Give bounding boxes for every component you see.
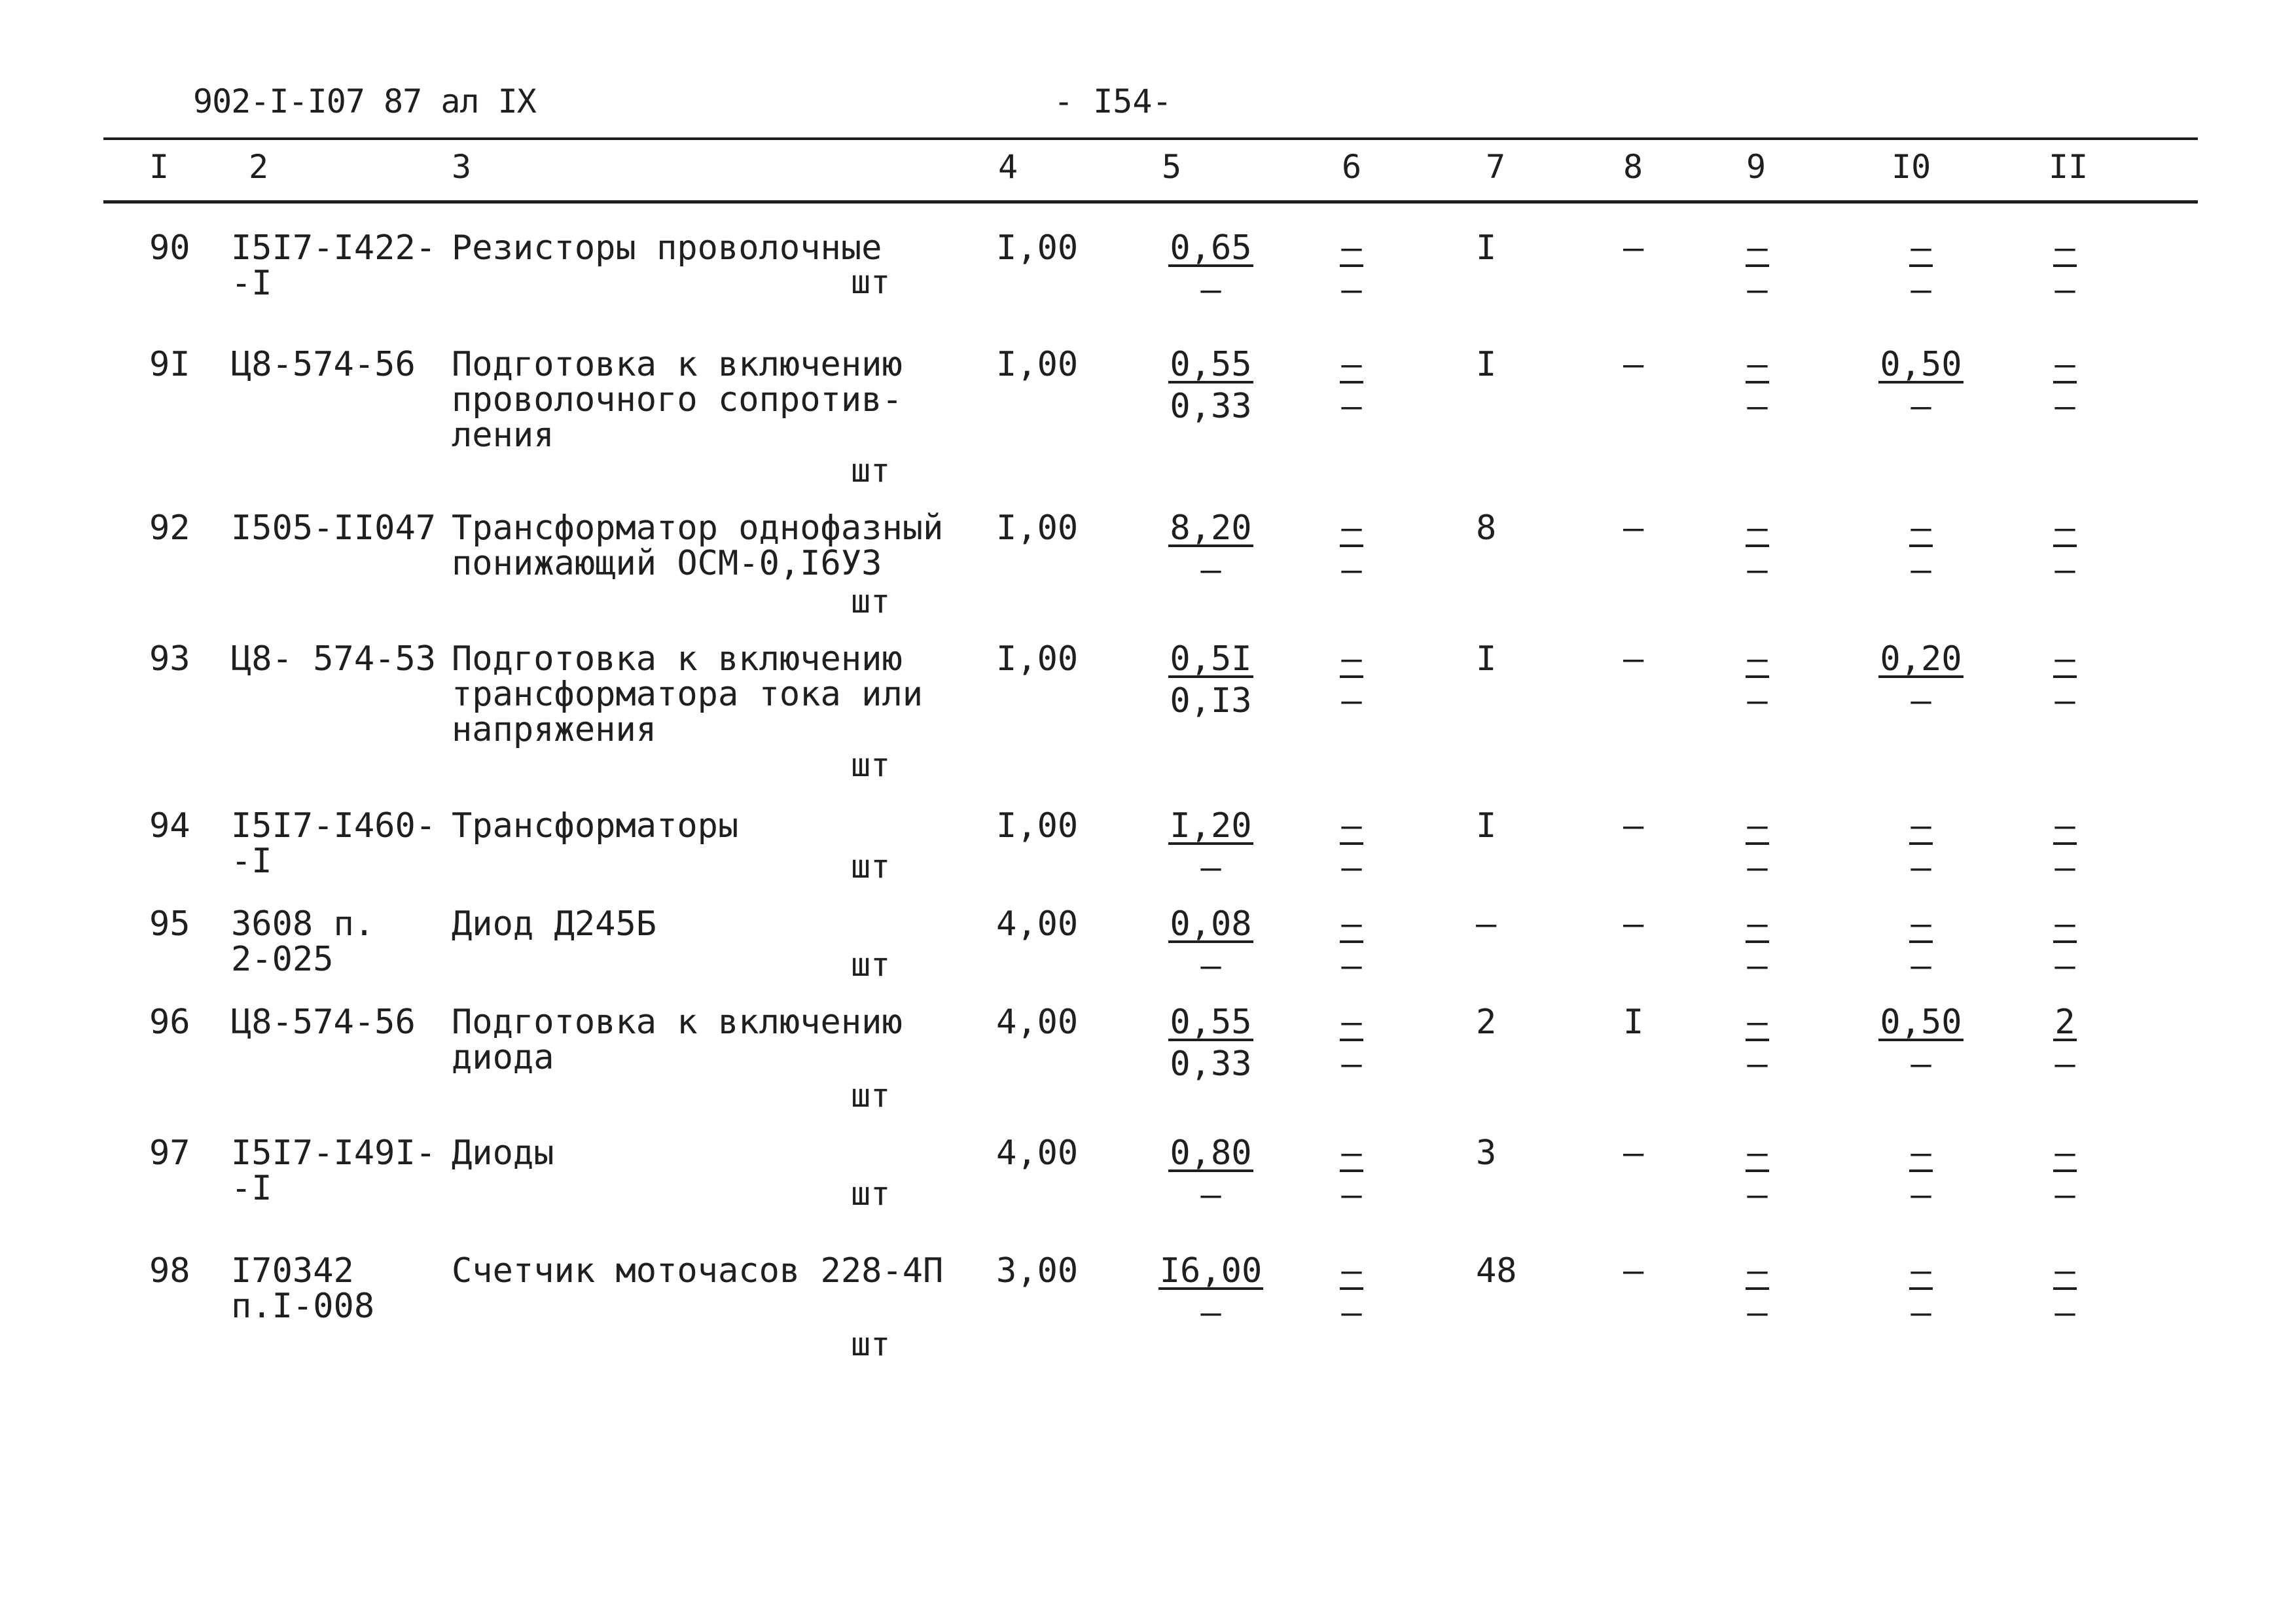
fraction-cell-c10 [1869, 510, 1973, 588]
column-number: I [149, 148, 170, 186]
fraction-cell-c9 [1718, 510, 1797, 588]
fraction-cell-c5 [1149, 1005, 1273, 1082]
work-name [452, 1253, 943, 1289]
fraction-upper: – [1910, 1133, 1931, 1173]
fraction-cell-c11 [2026, 347, 2104, 424]
fraction-upper: – [2054, 1251, 2075, 1291]
fraction-upper: – [1910, 1251, 1931, 1291]
work-name-line: напряжения [452, 710, 657, 749]
row-number: 92 [149, 508, 190, 548]
table-header-rule [103, 200, 2198, 204]
unit-label: шт [851, 1077, 891, 1115]
quantity: 4,00 [996, 1003, 1079, 1042]
unit-label: шт [851, 263, 891, 301]
column-number: 8 [1623, 148, 1643, 186]
fraction-lower: – [1747, 946, 1768, 986]
fraction-upper: 8,20 [1170, 508, 1252, 548]
fraction-lower: – [1747, 270, 1768, 310]
work-name [452, 1005, 903, 1075]
table-top-rule [103, 137, 2198, 140]
price-code-line: -I [231, 842, 272, 881]
fraction-cell-c11 [2026, 510, 2104, 588]
fraction-lower: – [1200, 270, 1221, 310]
column-7-value: I [1476, 345, 1497, 384]
fraction-cell-c5 [1149, 1135, 1273, 1213]
row-number: 94 [149, 806, 190, 846]
fraction-upper: 0,55 [1170, 345, 1252, 384]
work-name [452, 1135, 554, 1171]
fraction-cell-c11 [2026, 1005, 2104, 1082]
fraction-cell-c5 [1149, 230, 1273, 308]
fraction-cell-c10 [1869, 347, 1973, 424]
column-number: 7 [1486, 148, 1506, 186]
price-code-line: Ц8-574-56 [231, 1003, 416, 1042]
fraction-upper: 0,50 [1880, 345, 1962, 384]
price-code-line: I5I7-I460- [231, 806, 437, 846]
price-code-line: -I [231, 1169, 272, 1208]
fraction-lower: – [1910, 848, 1931, 887]
fraction-lower: – [1341, 946, 1362, 986]
fraction-cell-c9 [1718, 808, 1797, 885]
price-code-line: I70342 [231, 1251, 354, 1291]
fraction-upper: – [1910, 904, 1931, 944]
fraction-cell-c10 [1869, 1253, 1973, 1330]
fraction-upper: – [1341, 806, 1362, 846]
column-number: 6 [1342, 148, 1362, 186]
fraction-lower: – [2054, 681, 2075, 721]
fraction-lower: – [1341, 550, 1362, 590]
work-name-line: Резисторы проволочные [452, 228, 882, 268]
work-name-line: Подготовка к включению [452, 1003, 903, 1042]
fraction-upper: – [1747, 228, 1768, 268]
fraction-lower: – [1341, 1044, 1362, 1084]
column-7-value: I [1476, 228, 1497, 268]
fraction-upper: – [1747, 1003, 1768, 1042]
fraction-upper: – [1341, 1133, 1362, 1173]
fraction-upper: 0,55 [1170, 1003, 1252, 1042]
fraction-lower: – [1910, 946, 1931, 986]
fraction-lower: – [1341, 848, 1362, 887]
fraction-lower: – [1910, 387, 1931, 426]
fraction-cell-c11 [2026, 906, 2104, 984]
fraction-lower: – [1341, 681, 1362, 721]
price-code [231, 347, 416, 382]
fraction-upper: 0,80 [1170, 1133, 1252, 1173]
column-8-value: – [1623, 345, 1644, 384]
fraction-lower: 0,I3 [1170, 681, 1252, 721]
work-name-line: Трансформаторы [452, 806, 739, 846]
work-name [452, 230, 882, 266]
price-code [231, 641, 436, 677]
quantity: I,00 [996, 345, 1079, 384]
row-number: 9I [149, 345, 190, 384]
work-name-line: трансформатора тока или [452, 675, 924, 714]
fraction-upper: I6,00 [1159, 1251, 1263, 1291]
work-name [452, 510, 943, 581]
work-name-line: понижающий ОСМ-0,I6У3 [452, 544, 882, 583]
fraction-lower: – [1341, 270, 1362, 310]
fraction-cell-c6 [1312, 510, 1391, 588]
fraction-cell-c6 [1312, 1005, 1391, 1082]
work-name-line: Трансформатор однофазный [452, 508, 944, 548]
unit-label: шт [851, 847, 891, 885]
fraction-upper: – [2054, 806, 2075, 846]
column-number: 9 [1746, 148, 1767, 186]
column-7-value: I [1476, 639, 1497, 679]
fraction-cell-c10 [1869, 906, 1973, 984]
price-code [231, 1005, 416, 1040]
fraction-cell-c9 [1718, 1135, 1797, 1213]
fraction-cell-c6 [1312, 230, 1391, 308]
fraction-lower: – [1341, 387, 1362, 426]
quantity: I,00 [996, 228, 1079, 268]
quantity: 4,00 [996, 904, 1079, 944]
work-name [452, 906, 656, 942]
fraction-cell-c9 [1718, 1005, 1797, 1082]
work-name-line: диода [452, 1038, 554, 1077]
work-name-line: Подготовка к включению [452, 639, 903, 679]
fraction-lower: – [1200, 848, 1221, 887]
column-7-value: I [1476, 806, 1497, 846]
price-code [231, 510, 436, 546]
fraction-lower: – [1747, 1044, 1768, 1084]
column-8-value: – [1623, 639, 1644, 679]
fraction-lower: – [2054, 270, 2075, 310]
work-name-line: проволочного сопротив- [452, 380, 903, 419]
fraction-upper: – [2054, 345, 2075, 384]
column-8-value: – [1623, 228, 1644, 268]
fraction-cell-c9 [1718, 641, 1797, 719]
work-name [452, 808, 738, 844]
unit-label: шт [851, 582, 891, 620]
price-code [231, 1135, 436, 1206]
column-number: I0 [1892, 148, 1931, 186]
fraction-lower: – [1910, 270, 1931, 310]
row-number: 97 [149, 1133, 190, 1173]
fraction-cell-c6 [1312, 347, 1391, 424]
quantity: I,00 [996, 508, 1079, 548]
row-number: 95 [149, 904, 190, 944]
fraction-upper: – [1747, 1251, 1768, 1291]
fraction-cell-c9 [1718, 347, 1797, 424]
column-number: 2 [249, 148, 269, 186]
column-8-value: – [1623, 904, 1644, 944]
fraction-upper: – [1747, 1133, 1768, 1173]
price-code-line: Ц8- 574-53 [231, 639, 437, 679]
work-name-line: ления [452, 416, 554, 455]
fraction-lower: – [1747, 681, 1768, 721]
price-code-line: -I [231, 264, 272, 303]
work-name [452, 347, 903, 453]
fraction-lower: – [2054, 1293, 2075, 1332]
fraction-cell-c11 [2026, 230, 2104, 308]
fraction-upper: – [2054, 228, 2075, 268]
price-code [231, 1253, 374, 1324]
unit-label: шт [851, 1175, 891, 1213]
column-8-value: – [1623, 1133, 1644, 1173]
fraction-upper: – [1910, 806, 1931, 846]
fraction-cell-c10 [1869, 1005, 1973, 1082]
fraction-cell-c10 [1869, 1135, 1973, 1213]
work-name-line: Подготовка к включению [452, 345, 903, 384]
price-code-line: I5I7-I49I- [231, 1133, 437, 1173]
page-number: - I54- [1054, 82, 1172, 120]
column-7-value: 8 [1476, 508, 1497, 548]
fraction-upper: – [1747, 904, 1768, 944]
fraction-upper: 0,08 [1170, 904, 1252, 944]
price-code-line: 2-025 [231, 940, 334, 979]
price-code-line: п.I-008 [231, 1287, 375, 1326]
fraction-lower: – [2054, 946, 2075, 986]
fraction-upper: I,20 [1170, 806, 1252, 846]
fraction-cell-c6 [1312, 1135, 1391, 1213]
fraction-cell-c10 [1869, 641, 1973, 719]
column-number: 3 [452, 148, 472, 186]
column-number: II [2049, 148, 2089, 186]
fraction-lower: – [1200, 1175, 1221, 1215]
unit-label: шт [851, 1325, 891, 1363]
fraction-cell-c5 [1149, 641, 1273, 719]
fraction-upper: – [1910, 508, 1931, 548]
fraction-upper: – [1341, 228, 1362, 268]
column-8-value: I [1623, 1003, 1644, 1042]
fraction-cell-c5 [1149, 510, 1273, 588]
fraction-cell-c5 [1149, 906, 1273, 984]
fraction-lower: 0,33 [1170, 387, 1252, 426]
fraction-upper: – [2054, 508, 2075, 548]
fraction-lower: – [1747, 550, 1768, 590]
fraction-cell-c11 [2026, 1253, 2104, 1330]
fraction-lower: – [1747, 1175, 1768, 1215]
quantity: I,00 [996, 639, 1079, 679]
column-7-value: – [1476, 904, 1497, 944]
row-number: 96 [149, 1003, 190, 1042]
fraction-upper: – [1341, 508, 1362, 548]
fraction-lower: – [1200, 946, 1221, 986]
fraction-cell-c10 [1869, 808, 1973, 885]
fraction-cell-c9 [1718, 906, 1797, 984]
fraction-cell-c6 [1312, 1253, 1391, 1330]
price-code [231, 906, 374, 977]
fraction-lower: – [1200, 550, 1221, 590]
fraction-cell-c6 [1312, 808, 1391, 885]
fraction-upper: – [1341, 345, 1362, 384]
row-number: 98 [149, 1251, 190, 1291]
fraction-cell-c9 [1718, 230, 1797, 308]
column-number: 5 [1162, 148, 1182, 186]
price-code [231, 230, 436, 301]
fraction-lower: – [1910, 550, 1931, 590]
fraction-lower: – [1200, 1293, 1221, 1332]
fraction-lower: – [1910, 1175, 1931, 1215]
fraction-upper: 0,20 [1880, 639, 1962, 679]
fraction-lower: – [1910, 681, 1931, 721]
fraction-lower: – [2054, 1175, 2075, 1215]
column-7-value: 3 [1476, 1133, 1497, 1173]
fraction-cell-c11 [2026, 641, 2104, 719]
row-number: 90 [149, 228, 190, 268]
work-name-line: Счетчик моточасов 228-4П [452, 1251, 944, 1291]
quantity: I,00 [996, 806, 1079, 846]
fraction-lower: – [2054, 1044, 2075, 1084]
column-8-value: – [1623, 508, 1644, 548]
work-name-line: Диоды [452, 1133, 554, 1173]
fraction-cell-c11 [2026, 808, 2104, 885]
fraction-upper: – [1747, 806, 1768, 846]
unit-label: шт [851, 946, 891, 984]
fraction-lower: – [1747, 387, 1768, 426]
fraction-upper: 0,5I [1170, 639, 1252, 679]
row-number: 93 [149, 639, 190, 679]
fraction-upper: – [1747, 639, 1768, 679]
fraction-upper: 2 [2054, 1003, 2075, 1042]
fraction-cell-c5 [1149, 347, 1273, 424]
price-code-line: Ц8-574-56 [231, 345, 416, 384]
fraction-cell-c5 [1149, 1253, 1273, 1330]
fraction-upper: – [2054, 1133, 2075, 1173]
unit-label: шт [851, 746, 891, 784]
fraction-lower: – [2054, 550, 2075, 590]
fraction-lower: – [1747, 848, 1768, 887]
fraction-upper: – [1341, 639, 1362, 679]
fraction-upper: – [1747, 345, 1768, 384]
price-code [231, 808, 436, 879]
unit-label: шт [851, 452, 891, 490]
fraction-lower: – [1910, 1293, 1931, 1332]
document-code: 902-I-I07 87 ал IX [193, 82, 536, 120]
fraction-upper: – [1341, 1251, 1362, 1291]
fraction-upper: – [1747, 508, 1768, 548]
fraction-cell-c6 [1312, 641, 1391, 719]
fraction-upper: 0,50 [1880, 1003, 1962, 1042]
price-code-line: 3608 п. [231, 904, 375, 944]
column-7-value: 2 [1476, 1003, 1497, 1042]
fraction-lower: – [2054, 848, 2075, 887]
price-code-line: I5I7-I422- [231, 228, 437, 268]
fraction-cell-c10 [1869, 230, 1973, 308]
fraction-upper: – [2054, 639, 2075, 679]
fraction-upper: – [1910, 228, 1931, 268]
column-number: 4 [998, 148, 1018, 186]
fraction-lower: – [1341, 1293, 1362, 1332]
column-8-value: – [1623, 806, 1644, 846]
quantity: 3,00 [996, 1251, 1079, 1291]
fraction-cell-c11 [2026, 1135, 2104, 1213]
price-code-line: I505-II047 [231, 508, 437, 548]
column-8-value: – [1623, 1251, 1644, 1291]
fraction-lower: – [1747, 1293, 1768, 1332]
fraction-cell-c6 [1312, 906, 1391, 984]
fraction-upper: – [2054, 904, 2075, 944]
fraction-cell-c5 [1149, 808, 1273, 885]
work-name-line: Диод Д245Б [452, 904, 657, 944]
fraction-lower: – [2054, 387, 2075, 426]
fraction-upper: – [1341, 904, 1362, 944]
fraction-lower: – [1341, 1175, 1362, 1215]
quantity: 4,00 [996, 1133, 1079, 1173]
work-name [452, 641, 923, 747]
fraction-lower: – [1910, 1044, 1931, 1084]
column-7-value: 48 [1476, 1251, 1517, 1291]
fraction-cell-c9 [1718, 1253, 1797, 1330]
fraction-lower: 0,33 [1170, 1044, 1252, 1084]
fraction-upper: – [1341, 1003, 1362, 1042]
fraction-upper: 0,65 [1170, 228, 1252, 268]
